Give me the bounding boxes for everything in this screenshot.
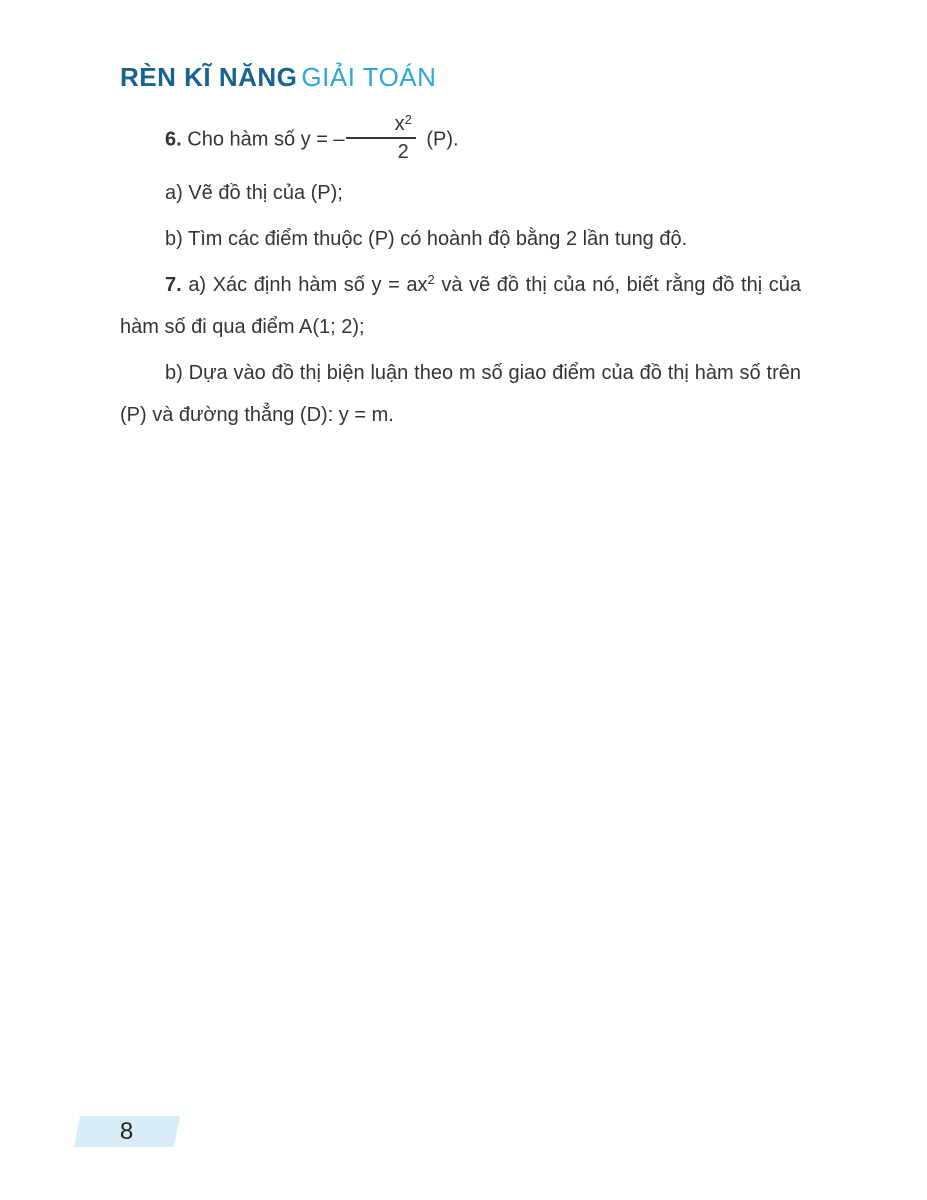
page-number: 8 [120,1117,134,1145]
problem-7a-line-2: hàm số đi qua điểm A(1; 2); [120,316,365,338]
problem-7a-exponent: 2 [427,272,435,287]
problem-7a-text-after-exponent: và vẽ đồ thị của nó, biết rằng đồ thị của [434,274,801,296]
header-title-main: RÈN KĨ NĂNG [120,62,298,92]
problem-7-part-a [120,264,801,348]
fraction-numerator [346,112,416,139]
problem-7a-text-before-exponent: a) Xác định hàm số y = ax [188,274,428,296]
header-title-sub: GIẢI TOÁN [301,62,437,92]
problem-7b-line-1: b) Dựa vào đồ thị biện luận theo m số giao điểm của đồ thị hàm số trên [165,362,801,384]
problem-6-text-before-fraction: Cho hàm số y = – [187,128,345,151]
problem-6-statement [120,112,801,168]
fraction-denominator: 2 [397,141,409,163]
page-number-tab [74,1116,180,1147]
problem-7a-line-1 [120,264,801,306]
problem-6-text-after-fraction: (P). [426,128,459,151]
content-area [120,112,801,440]
problem-6-part-b: b) Tìm các điểm thuộc (P) có hoành độ bằng 2 lần tung độ. [165,228,688,250]
problem-7-number: 7. [165,274,182,296]
fraction-numerator-base: x [394,113,405,135]
fraction-x-squared-over-2 [346,112,416,162]
fraction-numerator-exponent: 2 [404,112,412,127]
problem-6-part-a: a) Vẽ đồ thị của (P); [165,182,343,204]
problem-7b-line-2: (P) và đường thẳng (D): y = m. [120,404,394,426]
problem-7-part-b [120,352,801,436]
page-header [120,62,436,93]
problem-6-number: 6. [165,128,182,151]
